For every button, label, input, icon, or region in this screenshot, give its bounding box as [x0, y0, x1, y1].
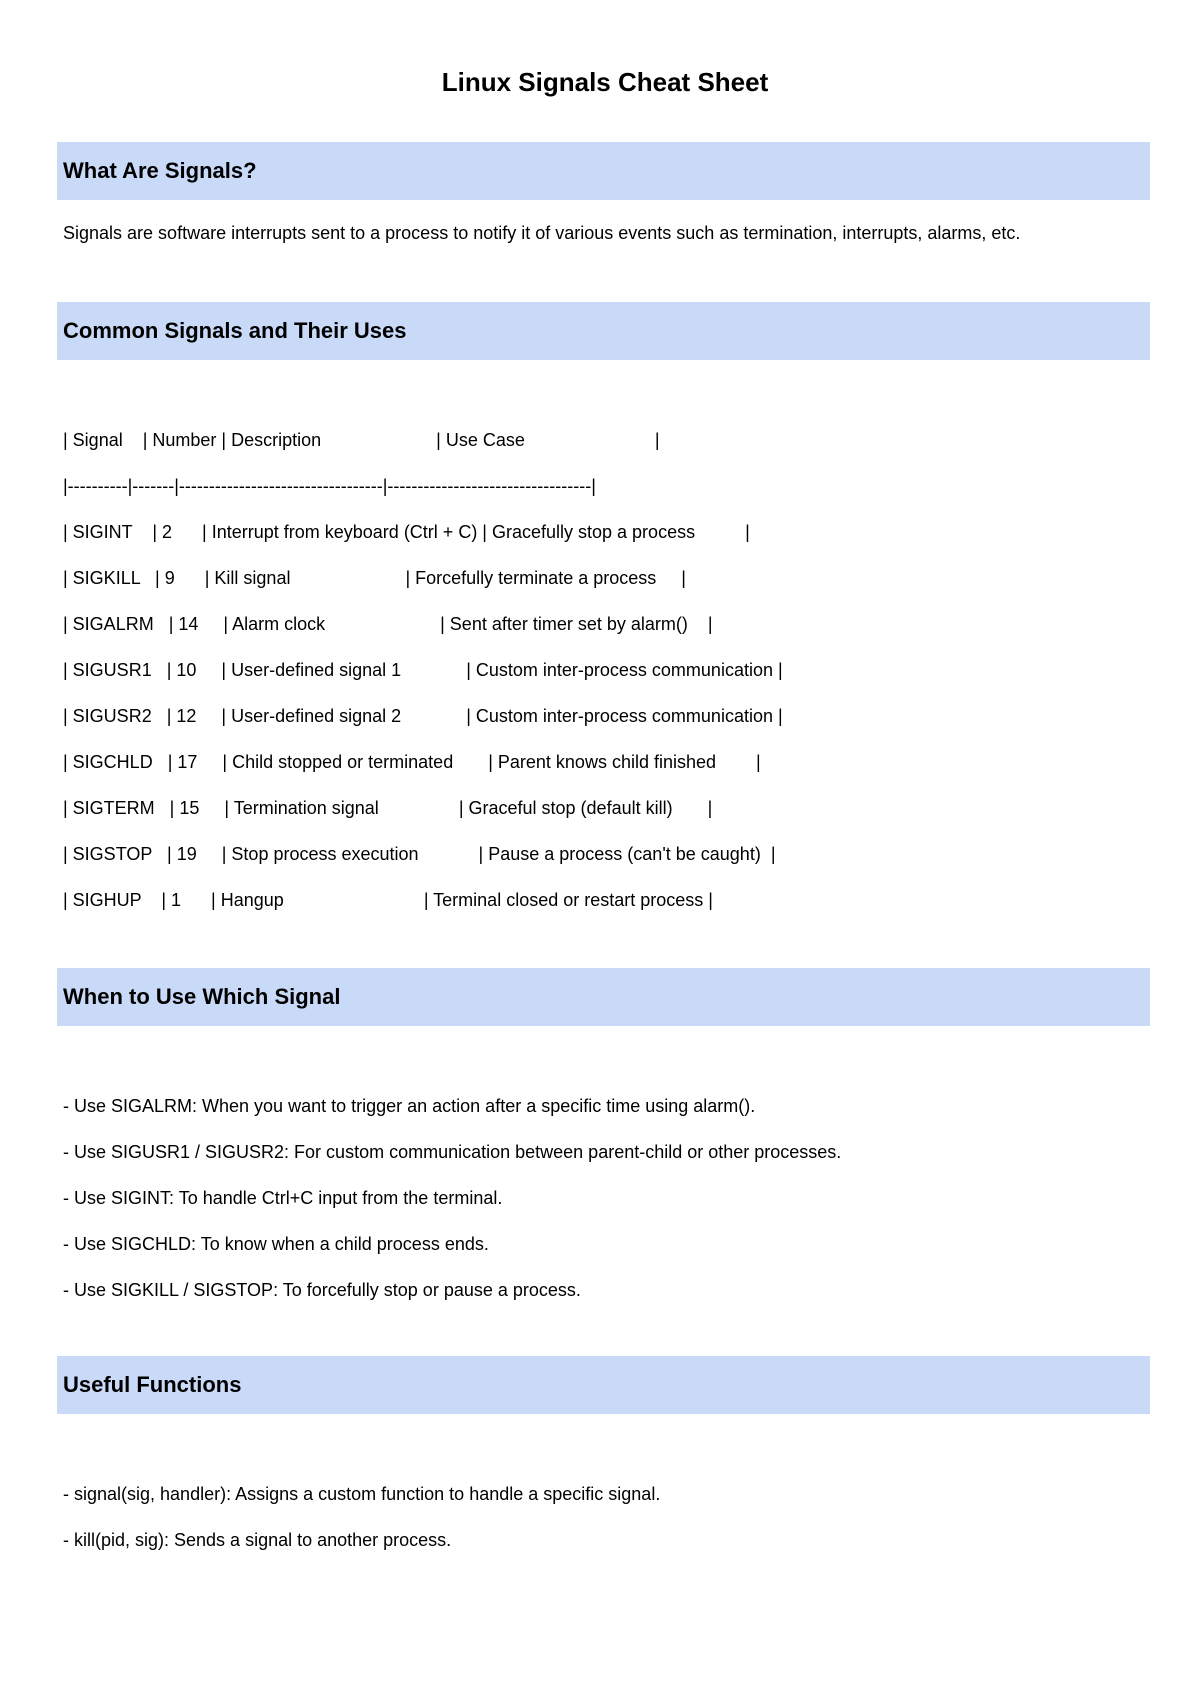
section-header-useful-functions: [57, 1356, 1150, 1414]
table-row-sighup: | SIGHUP | 1 | Hangup | Terminal closed or restart process |: [63, 890, 713, 910]
section-header-what-are-signals: [57, 142, 1150, 200]
list-item: - Use SIGCHLD: To know when a child process ends.: [63, 1234, 489, 1254]
section-header-common-signals: [57, 302, 1150, 360]
table-separator-row: |----------|-------|----------------------------------|----------------------------------|: [63, 476, 596, 496]
document-title: Linux Signals Cheat Sheet: [441, 67, 769, 97]
list-item: - Use SIGKILL / SIGSTOP: To forcefully stop or pause a process.: [63, 1280, 581, 1300]
intro-paragraph: Signals are software interrupts sent to a process to notify it of various events such as termination, interrupts, alarms, etc.: [63, 223, 1021, 243]
table-row-sigchld: | SIGCHLD | 17 | Child stopped or terminated | Parent knows child finished |: [63, 752, 761, 772]
table-row-sigint: | SIGINT | 2 | Interrupt from keyboard (Ctrl + C) | Gracefully stop a process |: [63, 522, 750, 542]
table-header-row: | Signal | Number | Description | Use Case |: [63, 430, 660, 450]
list-item: - Use SIGALRM: When you want to trigger an action after a specific time using alarm().: [63, 1096, 756, 1116]
table-row-sigusr2: | SIGUSR2 | 12 | User-defined signal 2 | Custom inter-process communication |: [63, 706, 783, 726]
table-row-sigkill: | SIGKILL | 9 | Kill signal | Forcefully terminate a process |: [63, 568, 686, 588]
table-row-sigusr1: | SIGUSR1 | 10 | User-defined signal 1 | Custom inter-process communication |: [63, 660, 783, 680]
section-heading: Useful Functions: [63, 1372, 242, 1397]
list-item: - signal(sig, handler): Assigns a custom function to handle a specific signal.: [63, 1484, 661, 1504]
table-row-sigalrm: | SIGALRM | 14 | Alarm clock | Sent after timer set by alarm() |: [63, 614, 713, 634]
section-heading: Common Signals and Their Uses: [63, 318, 407, 343]
list-item: - Use SIGUSR1 / SIGUSR2: For custom communication between parent-child or other processes.: [63, 1142, 842, 1162]
list-item: - Use SIGINT: To handle Ctrl+C input from the terminal.: [63, 1188, 503, 1208]
table-row-sigstop: | SIGSTOP | 19 | Stop process execution | Pause a process (can't be caught) |: [63, 844, 776, 864]
section-heading: When to Use Which Signal: [63, 984, 341, 1009]
section-heading: What Are Signals?: [63, 158, 257, 183]
section-header-when-to-use: [57, 968, 1150, 1026]
list-item: - kill(pid, sig): Sends a signal to another process.: [63, 1530, 452, 1550]
table-row-sigterm: | SIGTERM | 15 | Termination signal | Graceful stop (default kill) |: [63, 798, 713, 818]
